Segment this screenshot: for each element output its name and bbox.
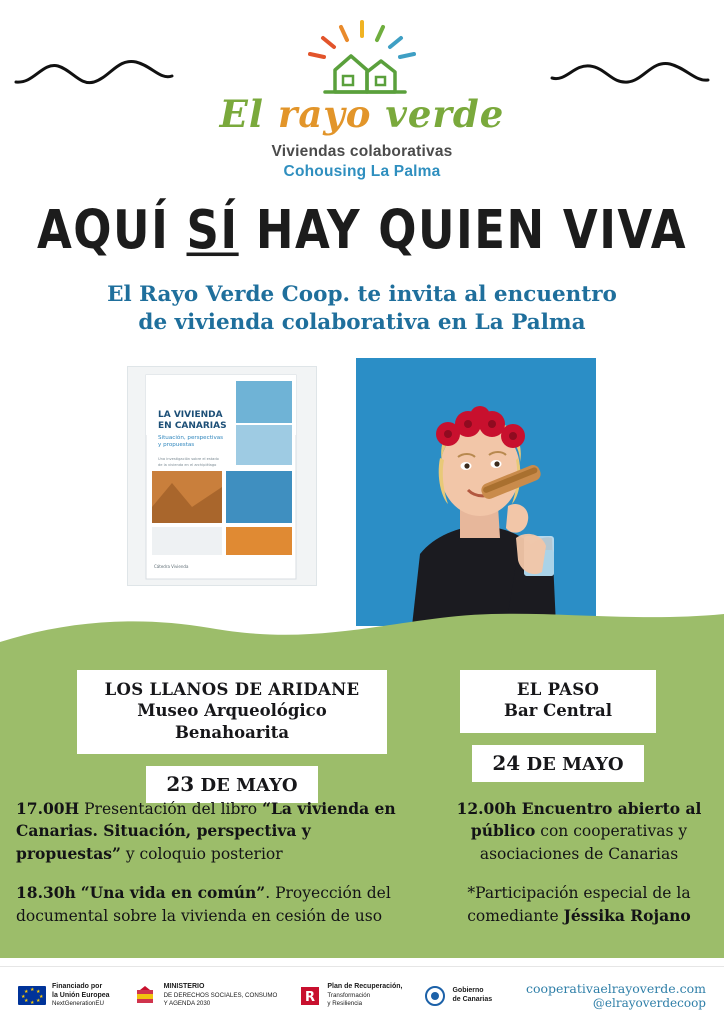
programme-right — [448, 798, 710, 944]
venue-box-right — [460, 670, 656, 733]
footer-eu-text — [52, 983, 110, 1008]
performer-photo-graphic — [356, 358, 596, 626]
programme-time-left-1: 17.00H — [16, 799, 80, 818]
footer-gobierno-text — [452, 987, 492, 1005]
footer-plan-line-2: Transformación — [327, 992, 371, 1000]
programme-item-right-2 — [448, 882, 710, 927]
venue-place-right: Bar Central — [504, 701, 612, 721]
programme-bold-left-1b: “La vivienda en Canarias. Situación, perspectiva y propuestas” — [16, 799, 396, 863]
svg-text:de la vivienda en el archipiél: de la vivienda en el archipiélago — [158, 463, 217, 467]
footer-gobierno-line-2: de Canarias — [452, 995, 493, 1003]
venue-date-rest-right: DE MAYO — [520, 753, 624, 775]
footer-logo-ministerio — [132, 983, 278, 1007]
gobierno-canarias-icon — [424, 985, 446, 1007]
headline-part-1: AQUÍ — [36, 198, 187, 261]
venue-date-number-right: 24 — [492, 750, 521, 775]
svg-text:Cátedra Vivienda: Cátedra Vivienda — [154, 564, 189, 569]
footer-eu-line-3: NextGenerationEU — [52, 1000, 104, 1008]
footer-plan-text — [327, 983, 402, 1007]
footer-plan-line-3: y Resiliencia — [327, 999, 363, 1007]
plan-recuperacion-icon — [299, 984, 321, 1008]
headline-part-2: HAY QUIEN VIVA — [238, 198, 688, 261]
house-sunburst-icon — [277, 18, 447, 96]
footer-gobierno-line-1: Gobierno — [452, 986, 484, 994]
instagram-handle[interactable]: @elrayoverdecoop — [592, 996, 706, 1010]
brand-logo — [0, 18, 724, 181]
programme-text-left-1a: Presentación del libro — [79, 800, 263, 818]
logo-word-verde: verde — [385, 92, 505, 136]
page-title — [0, 198, 724, 261]
website-link[interactable]: cooperativaelrayoverde.com — [525, 981, 706, 996]
footer-contact — [526, 981, 724, 1010]
book-title-line-1: LA VIVIENDA — [158, 410, 223, 420]
performer-photo — [356, 358, 596, 626]
footer — [0, 966, 724, 1024]
venue-card-el-paso — [460, 670, 656, 782]
venue-date-right — [472, 745, 643, 782]
subtitle-line-1: El Rayo Verde Coop. te invita al encuentro — [107, 282, 617, 307]
venue-date-number-left: 23 — [166, 772, 195, 797]
footer-ministerio-line-1: MINISTERIO — [163, 983, 205, 991]
svg-text:R: R — [305, 989, 316, 1005]
logo-wordmark — [220, 92, 505, 136]
eu-flag-icon: ★ ★ ★ ★ ★ ★ ★ ★ — [18, 986, 46, 1005]
programme-item-left-1 — [16, 798, 420, 865]
logo-word-el: El — [219, 92, 264, 136]
footer-plan-line-1: Plan de Recuperación, — [327, 983, 403, 991]
footer-logo-plan-recuperacion — [299, 983, 402, 1007]
book-title-line-2: EN CANARIAS — [158, 421, 227, 431]
logo-tagline-primary: Viviendas colaborativas — [271, 143, 453, 160]
logo-tagline-secondary: Cohousing La Palma — [283, 163, 441, 180]
programme-text-left-1c: y coloquio posterior — [120, 844, 283, 863]
programme-bold-right-1a: Encuentro abierto al público — [470, 799, 702, 841]
venue-box-left — [77, 670, 387, 754]
footer-ministerio-line-3: Y AGENDA 2030 — [163, 999, 211, 1007]
programme-left — [16, 798, 420, 944]
svg-text:Una investigación sobre el est: Una investigación sobre el estado — [158, 457, 219, 461]
venue-card-los-llanos — [77, 670, 387, 803]
logo-word-rayo: rayo — [277, 92, 372, 136]
book-subtitle-line-2: y propuestas — [158, 442, 195, 448]
venue-city-left: LOS LLANOS DE ARIDANE — [104, 680, 360, 699]
footer-logo-group — [0, 983, 492, 1008]
footer-logo-eu-funding — [18, 983, 110, 1008]
book-subtitle-line-1: Situación, perspectivas — [158, 435, 224, 441]
venue-city-right: EL PASO — [516, 680, 600, 699]
programme-time-left-2: 18.30h — [16, 883, 76, 903]
book-cover-image — [127, 366, 317, 586]
book-cover-graphic — [128, 367, 317, 586]
programme-text-right-2a: *Participación especial de la comediante — [467, 884, 691, 925]
programme-text-left-2c: . Proyección del documental sobre la vivienda en cesión de uso — [16, 884, 391, 925]
subtitle-line-2: de vivienda colaborativa en La Palma — [138, 310, 586, 336]
spain-coat-of-arms-icon — [132, 984, 158, 1008]
venue-date-rest-left: DE MAYO — [194, 775, 298, 797]
footer-ministerio-text — [164, 983, 278, 1007]
footer-eu-line-2: la Unión Europea — [52, 991, 110, 999]
programme-bold-right-2b: Jéssika Rojano — [563, 905, 691, 925]
programme-item-left-2 — [16, 882, 420, 927]
programme-bold-left-2b: “Una vida en común” — [80, 883, 266, 903]
footer-logo-gobierno-canarias — [424, 985, 492, 1007]
footer-ministerio-line-2: DE DERECHOS SOCIALES, CONSUMO — [163, 992, 278, 1000]
headline-emphasis: SÍ — [186, 198, 239, 261]
programme-time-right-1: 12.00h — [456, 799, 517, 818]
programme-item-right-1 — [448, 798, 710, 865]
venue-place-left: Museo Arqueológico Benahoarita — [137, 701, 327, 742]
programme-text-right-1b: con cooperativas y asociaciones de Canarias — [479, 822, 688, 863]
subtitle — [0, 281, 724, 338]
footer-eu-line-1: Financiado por — [52, 982, 103, 990]
